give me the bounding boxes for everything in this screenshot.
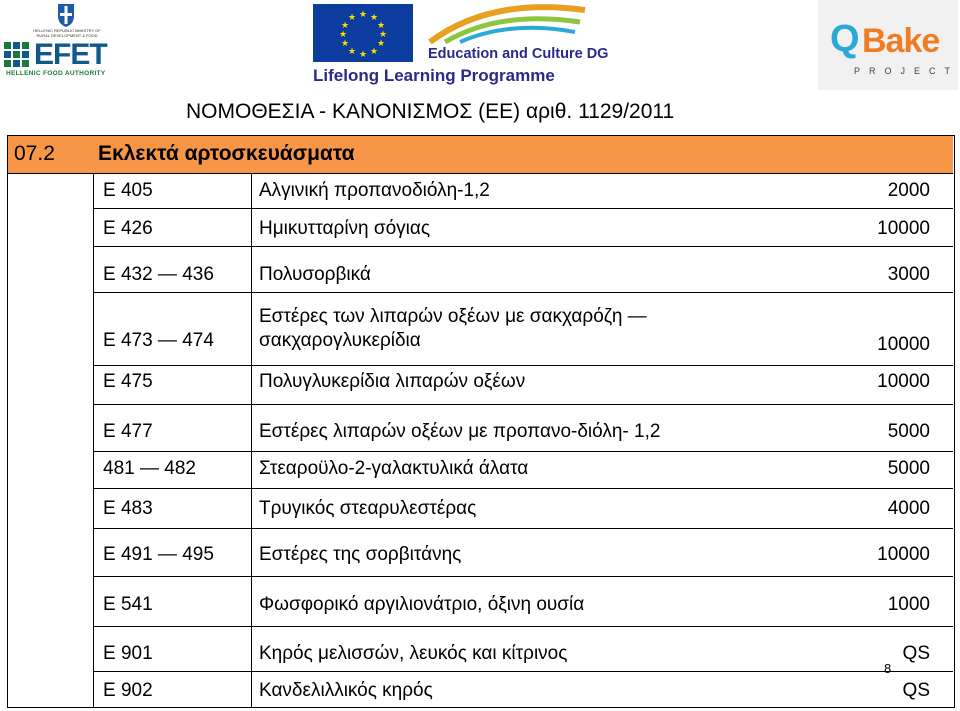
row-value: 3000 <box>887 264 930 285</box>
efet-grid-icon <box>4 42 30 68</box>
efet-wordmark: EFET <box>34 38 107 71</box>
qbake-logo <box>818 0 958 90</box>
row-value: 5000 <box>887 421 930 442</box>
row-code: E 901 <box>103 643 153 664</box>
section-header <box>8 136 953 174</box>
row-value: QS <box>902 680 930 701</box>
row-desc: Κανδελιλλικός κηρός <box>259 680 433 701</box>
row-desc: Φωσφορικό αργιλιονάτριο, όξινη ουσία <box>259 594 585 615</box>
svg-text:★: ★ <box>338 30 348 40</box>
row-value: 4000 <box>887 498 930 519</box>
qbake-project: PROJECT <box>854 66 960 76</box>
column-divider <box>93 136 94 707</box>
row-divider <box>93 365 953 366</box>
row-divider <box>93 488 953 489</box>
row-code: E 541 <box>103 594 153 615</box>
additives-table <box>7 135 955 708</box>
row-code: E 405 <box>103 180 153 201</box>
page-title: ΝΟΜΟΘΕΣΙΑ - ΚΑΝΟΝΙΣΜΟΣ (ΕΕ) αριθ. 1129/2011 <box>186 100 675 123</box>
row-code: E 477 <box>103 421 153 442</box>
row-desc: Αλγινική προπανοδιόλη-1,2 <box>259 180 490 201</box>
svg-text:★: ★ <box>340 39 350 49</box>
efet-logo <box>4 2 124 80</box>
row-value: 10000 <box>877 218 930 239</box>
row-divider <box>93 576 953 577</box>
svg-text:★: ★ <box>378 30 388 40</box>
qbake-bake: Bake <box>862 22 940 60</box>
row-divider <box>93 292 953 293</box>
row-code: E 483 <box>103 498 153 519</box>
row-divider <box>93 528 953 529</box>
education-culture-text: Education and Culture DG <box>428 46 609 62</box>
row-desc: Ημικυτταρίνη σόγιας <box>259 218 431 239</box>
lifelong-learning-text: Lifelong Learning Programme <box>313 66 555 85</box>
row-code: E 902 <box>103 680 153 701</box>
row-value: QS <box>902 643 930 664</box>
row-desc: Εστέρες λιπαρών οξέων με προπανο-διόλη- 1,2 <box>259 421 661 442</box>
row-value: 1000 <box>887 594 930 615</box>
row-desc: Κηρός μελισσών, λευκός και κίτρινος <box>259 643 568 664</box>
row-code: E 491 — 495 <box>103 544 214 565</box>
row-code: E 432 — 436 <box>103 264 214 285</box>
row-divider <box>93 208 953 209</box>
row-desc: Πολυσορβικά <box>259 264 371 285</box>
row-divider <box>93 404 953 405</box>
row-desc: Πολυγλυκερίδια λιπαρών οξέων <box>259 371 526 392</box>
efet-small-text: HELLENIC REPUBLIC MINISTRY OF RURAL DEVELOPMENT & FOOD <box>33 28 101 38</box>
row-desc-line2: σακχαρογλυκερίδια <box>259 330 421 351</box>
section-number: 07.2 <box>14 142 55 165</box>
svg-text:★: ★ <box>369 47 379 57</box>
svg-text:★: ★ <box>358 50 368 60</box>
svg-text:★: ★ <box>376 39 386 49</box>
row-value: 2000 <box>887 180 930 201</box>
eu-stars-icon <box>313 4 413 62</box>
qbake-q: Q <box>830 18 860 60</box>
row-value: 5000 <box>887 458 930 479</box>
row-value: 10000 <box>877 544 930 565</box>
svg-text:★: ★ <box>340 21 350 31</box>
row-divider <box>93 246 953 247</box>
efet-subtitle: HELLENIC FOOD AUTHORITY <box>6 70 106 77</box>
row-code: 481 — 482 <box>103 458 196 479</box>
greek-emblem-icon <box>56 2 76 28</box>
header <box>0 0 960 96</box>
row-divider <box>93 451 953 452</box>
row-divider <box>93 671 953 672</box>
section-name: Εκλεκτά αρτοσκευάσματα <box>98 142 355 165</box>
row-divider <box>93 626 953 627</box>
lifelong-learning-swoosh-icon <box>420 2 590 44</box>
page-number: 8 <box>884 661 892 676</box>
row-desc: Εστέρες των λιπαρών οξέων με σακχαρόζη — <box>259 306 647 327</box>
row-code: E 473 — 474 <box>103 330 214 351</box>
row-value: 10000 <box>877 334 930 355</box>
eu-flag-icon <box>313 4 413 62</box>
row-desc: Στεαροϋλο-2-γαλακτυλικά άλατα <box>259 458 529 479</box>
svg-text:★: ★ <box>376 21 386 31</box>
row-code: E 426 <box>103 218 153 239</box>
svg-text:★: ★ <box>358 10 368 20</box>
row-desc: Εστέρες της σορβιτάνης <box>259 544 462 565</box>
row-value: 10000 <box>877 371 930 392</box>
row-code: E 475 <box>103 371 153 392</box>
svg-text:★: ★ <box>369 13 379 23</box>
svg-text:★: ★ <box>347 13 357 23</box>
svg-text:★: ★ <box>347 47 357 57</box>
row-desc: Τρυγικός στεαρυλεστέρας <box>259 498 477 519</box>
